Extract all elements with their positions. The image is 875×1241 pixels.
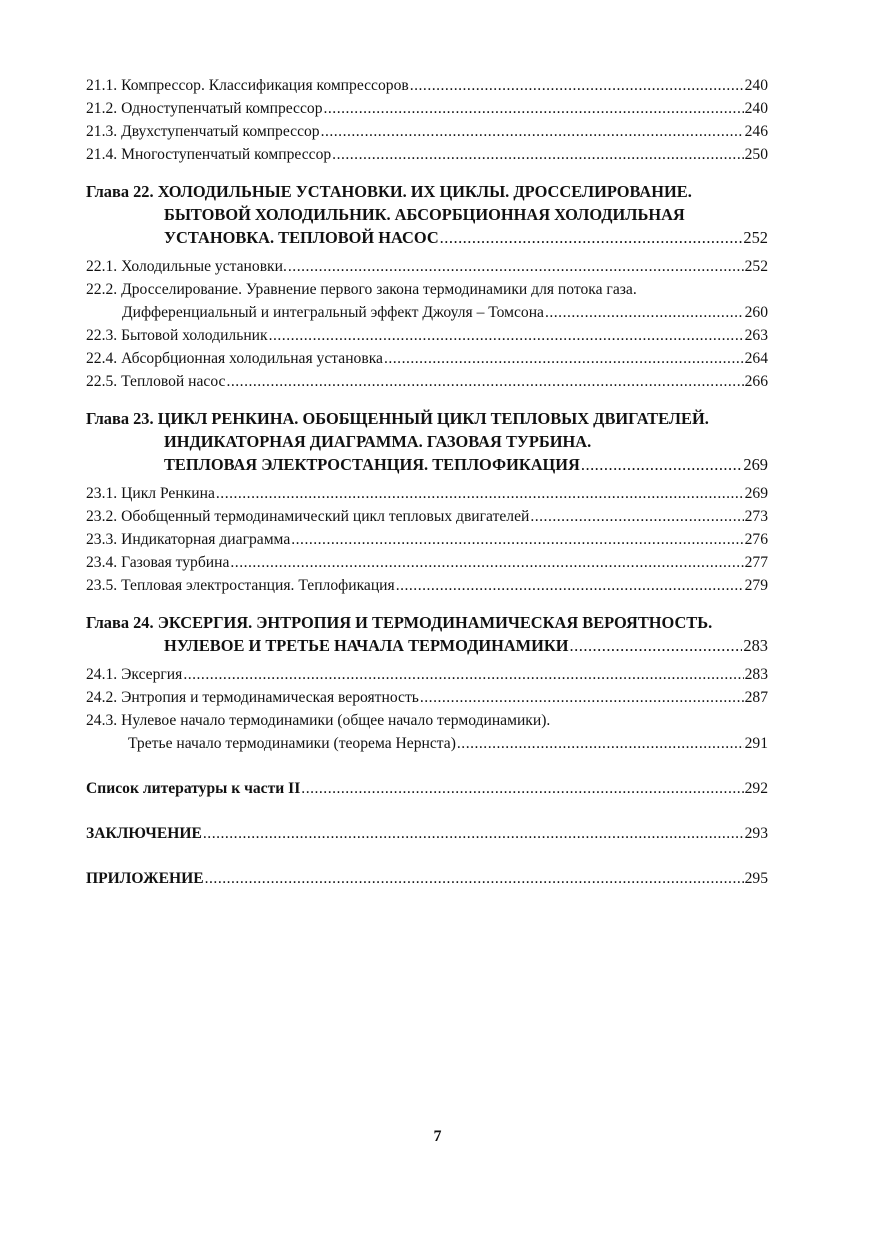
table-of-contents	[86, 74, 768, 890]
page-number: 7	[433, 1128, 442, 1145]
entry-number: 23.4.	[86, 554, 118, 571]
dot-leader	[530, 505, 743, 528]
entry-title: Тепловая электростанция. Теплофикация	[121, 577, 395, 594]
entry-number: 21.4.	[86, 146, 118, 163]
chapter-title-line: БЫТОВОЙ ХОЛОДИЛЬНИК. АБСОРБЦИОННАЯ ХОЛОДИЛЬНАЯ	[164, 205, 685, 224]
entry-page: 266	[744, 373, 768, 390]
dot-leader	[269, 324, 744, 347]
entry-page: 260	[744, 304, 768, 321]
entry-page: 269	[744, 485, 768, 502]
entry-page: 240	[744, 100, 768, 117]
dot-leader	[230, 551, 743, 574]
entry-number: 23.1.	[86, 485, 118, 502]
chapter-title-line: УСТАНОВКА. ТЕПЛОВОЙ НАСОС	[164, 228, 439, 247]
entry-page: 292	[744, 780, 768, 797]
toc-entry[interactable]	[86, 663, 768, 686]
entry-page: 263	[744, 327, 768, 344]
dot-leader	[301, 777, 743, 800]
section-24-entries	[86, 663, 768, 755]
toc-entry[interactable]	[86, 120, 768, 143]
entry-number: 21.2.	[86, 100, 118, 117]
dot-leader	[205, 867, 744, 890]
entry-number: 24.3.	[86, 712, 118, 729]
entry-page: 295	[744, 870, 768, 887]
dot-leader	[216, 482, 744, 505]
dot-leader	[288, 255, 744, 278]
entry-number: 23.5.	[86, 577, 118, 594]
entry-page: 279	[744, 577, 768, 594]
section-23-entries	[86, 482, 768, 597]
entry-page: 293	[744, 825, 768, 842]
chapter-page: 252	[743, 228, 768, 247]
toc-entry[interactable]	[86, 97, 768, 120]
chapter-title-line: Глава 22. ХОЛОДИЛЬНЫЕ УСТАНОВКИ. ИХ ЦИКЛЫ. ДРОССЕЛИРОВАНИЕ.	[86, 182, 692, 201]
chapter-title-line: Глава 24. ЭКСЕРГИЯ. ЭНТРОПИЯ И ТЕРМОДИНАМИЧЕСКАЯ ВЕРОЯТНОСТЬ.	[86, 613, 713, 632]
entry-number: 23.3.	[86, 531, 118, 548]
entry-title: Цикл Ренкина	[121, 485, 215, 502]
entry-page: 246	[744, 123, 768, 140]
entry-title: Двухступенчатый компрессор	[121, 123, 320, 140]
toc-entry[interactable]	[86, 347, 768, 370]
toc-entry-multiline[interactable]	[86, 709, 768, 755]
entry-title: Нулевое начало термодинамики (общее начало термодинамики).	[121, 712, 551, 729]
entry-title: Тепловой насос	[121, 373, 226, 390]
dot-leader	[545, 301, 744, 324]
chapter-title-line: ТЕПЛОВАЯ ЭЛЕКТРОСТАНЦИЯ. ТЕПЛОФИКАЦИЯ	[164, 455, 580, 474]
toc-entry[interactable]	[86, 74, 768, 97]
entry-title: Энтропия и термодинамическая вероятность	[121, 689, 419, 706]
entry-number: 22.1.	[86, 258, 118, 275]
entry-number: 24.2.	[86, 689, 118, 706]
entry-title: Компрессор. Классификация компрессоров	[121, 77, 409, 94]
entry-page: 264	[744, 350, 768, 367]
chapter-22-heading[interactable]	[86, 180, 768, 249]
dot-leader	[203, 822, 744, 845]
entry-title: Одноступенчатый компрессор	[121, 100, 323, 117]
entry-page: 273	[744, 508, 768, 525]
entry-title-cont: Дифференциальный и интегральный эффект Джоуля – Томсона	[122, 304, 544, 321]
entry-title: Холодильные установки.	[121, 258, 287, 275]
entry-title: ЗАКЛЮЧЕНИЕ	[86, 825, 202, 842]
entry-page: 287	[744, 689, 768, 706]
dot-leader	[570, 634, 743, 657]
entry-number: 24.1.	[86, 666, 118, 683]
entry-page: 252	[744, 258, 768, 275]
dot-leader	[396, 574, 744, 597]
chapter-title-line: Глава 23. ЦИКЛ РЕНКИНА. ОБОБЩЕННЫЙ ЦИКЛ ТЕПЛОВЫХ ДВИГАТЕЛЕЙ.	[86, 409, 709, 428]
dot-leader	[410, 74, 744, 97]
toc-entry[interactable]	[86, 482, 768, 505]
toc-entry[interactable]	[86, 574, 768, 597]
toc-entry[interactable]	[86, 686, 768, 709]
entry-number: 21.3.	[86, 123, 118, 140]
entry-title: Многоступенчатый компрессор	[121, 146, 332, 163]
chapter-title-line: НУЛЕВОЕ И ТРЕТЬЕ НАЧАЛА ТЕРМОДИНАМИКИ	[164, 636, 569, 655]
dot-leader	[324, 97, 744, 120]
dot-leader	[332, 143, 743, 166]
toc-entry[interactable]	[86, 143, 768, 166]
toc-entry[interactable]	[86, 324, 768, 347]
entry-page: 250	[744, 146, 768, 163]
entry-number: 22.5.	[86, 373, 118, 390]
toc-entry[interactable]	[86, 255, 768, 278]
entry-number: 22.4.	[86, 350, 118, 367]
dot-leader	[291, 528, 743, 551]
toc-entry[interactable]	[86, 528, 768, 551]
dot-leader	[183, 663, 743, 686]
entry-page: 240	[744, 77, 768, 94]
dot-leader	[420, 686, 744, 709]
entry-title-cont: Третье начало термодинамики (теорема Нернста)	[128, 735, 456, 752]
entry-title: Абсорбционная холодильная установка	[121, 350, 383, 367]
toc-entry-appendix[interactable]	[86, 867, 768, 890]
dot-leader	[321, 120, 744, 143]
entry-number: 23.2.	[86, 508, 118, 525]
section-21-entries	[86, 74, 768, 166]
entry-title: ПРИЛОЖЕНИЕ	[86, 870, 204, 887]
entry-number: 22.2.	[86, 281, 118, 298]
entry-page: 277	[744, 554, 768, 571]
chapter-page: 269	[743, 455, 768, 474]
chapter-24-heading[interactable]	[86, 611, 768, 657]
toc-entry-multiline[interactable]	[86, 278, 768, 324]
chapter-title-line: ИНДИКАТОРНАЯ ДИАГРАММА. ГАЗОВАЯ ТУРБИНА.	[164, 432, 592, 451]
toc-entry-bibliography[interactable]	[86, 777, 768, 800]
entry-title: Газовая турбина	[121, 554, 230, 571]
entry-number: 22.3.	[86, 327, 118, 344]
dot-leader	[581, 453, 743, 476]
chapter-23-heading[interactable]	[86, 407, 768, 476]
entry-page: 283	[744, 666, 768, 683]
entry-title: Список литературы к части II	[86, 780, 301, 797]
dot-leader	[384, 347, 744, 370]
entry-title: Дросселирование. Уравнение первого закона термодинамики для потока газа.	[121, 281, 637, 298]
entry-title: Индикаторная диаграмма	[121, 531, 291, 548]
dot-leader	[440, 226, 743, 249]
entry-title: Эксергия	[121, 666, 183, 683]
entry-title: Бытовой холодильник	[121, 327, 268, 344]
dot-leader	[457, 732, 744, 755]
entry-title: Обобщенный термодинамический цикл тепловых двигателей	[121, 508, 530, 525]
toc-entry-conclusion[interactable]	[86, 822, 768, 845]
toc-entry[interactable]	[86, 370, 768, 393]
entry-page: 291	[744, 735, 768, 752]
entry-page: 276	[744, 531, 768, 548]
entry-number: 21.1.	[86, 77, 118, 94]
toc-entry[interactable]	[86, 505, 768, 528]
toc-entry[interactable]	[86, 551, 768, 574]
dot-leader	[226, 370, 743, 393]
section-22-entries	[86, 255, 768, 393]
chapter-page: 283	[743, 636, 768, 655]
